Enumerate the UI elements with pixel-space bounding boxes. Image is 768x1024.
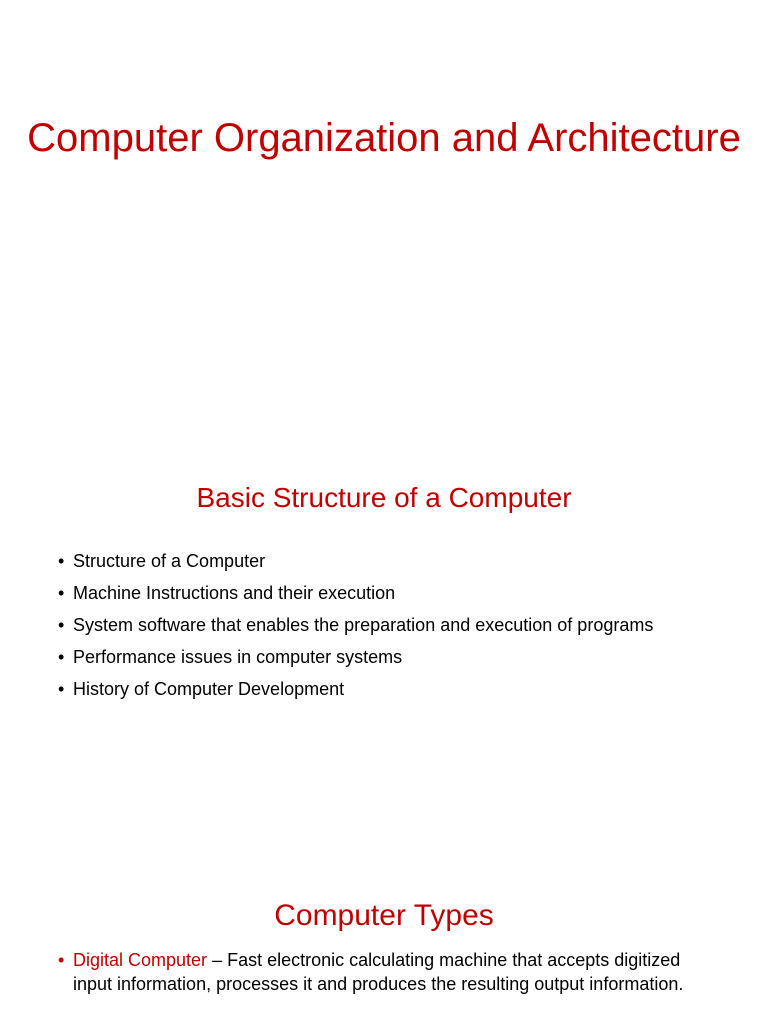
bullet-item xyxy=(58,645,698,669)
slide-computer-types-heading: Computer Types xyxy=(274,899,494,932)
slide-title xyxy=(0,0,768,432)
bullet-item xyxy=(58,613,698,637)
basic-structure-bullet-list xyxy=(58,549,698,709)
bullet-text: Structure of a Computer xyxy=(73,551,266,571)
bullet-marker: • xyxy=(58,647,65,667)
bullet-term: Digital Computer xyxy=(73,950,208,970)
bullet-item xyxy=(58,948,698,996)
slide-computer-types xyxy=(0,864,768,1024)
bullet-text: History of Computer Development xyxy=(73,679,345,699)
bullet-marker: • xyxy=(58,950,65,970)
bullet-marker: • xyxy=(58,615,65,635)
bullet-item xyxy=(58,581,698,605)
bullet-marker: • xyxy=(58,551,65,571)
bullet-marker: • xyxy=(58,583,65,603)
bullet-item xyxy=(58,549,698,573)
bullet-text: Performance issues in computer systems xyxy=(73,647,403,667)
slide-title-heading: Computer Organization and Architecture xyxy=(27,116,741,160)
bullet-text: Machine Instructions and their execution xyxy=(73,583,396,603)
bullet-marker: • xyxy=(58,679,65,699)
bullet-text: – Fast electronic calculating machine that accepts digitized input information, processes it and produces the resulting output information. xyxy=(73,950,684,994)
slide-basic-structure-heading: Basic Structure of a Computer xyxy=(196,482,572,513)
computer-types-bullet-list xyxy=(58,948,698,1004)
bullet-text: System software that enables the preparation and execution of programs xyxy=(73,615,654,635)
slide-basic-structure xyxy=(0,432,768,864)
bullet-item xyxy=(58,677,698,701)
